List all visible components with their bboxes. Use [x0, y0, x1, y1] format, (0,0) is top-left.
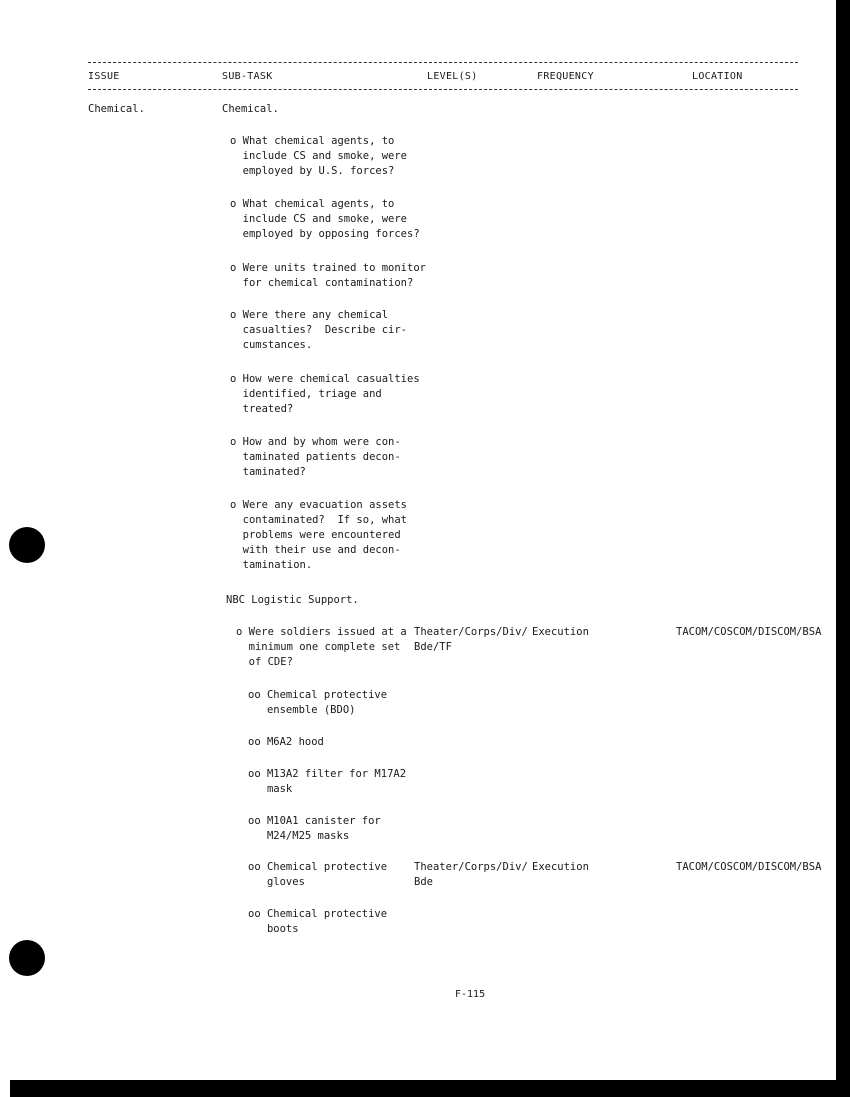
header-rule-bottom [88, 89, 798, 90]
subtask-subitem: oo M10A1 canister for M24/M25 masks [248, 815, 381, 842]
level-cell: Theater/Corps/Div/ Bde/TF [414, 626, 528, 653]
header-rule-top [88, 62, 798, 63]
scan-border-bottom [10, 1080, 850, 1097]
subtask-question: o What chemical agents, to include CS and smoke, were employed by opposing forces? [230, 198, 420, 240]
level-cell: Theater/Corps/Div/ Bde [414, 861, 528, 888]
punch-hole-lower [9, 940, 45, 976]
header-location: LOCATION [692, 71, 743, 82]
location-cell: TACOM/COSCOM/DISCOM/BSA [676, 861, 822, 873]
subtask-subitem: oo Chemical protective boots [248, 908, 388, 935]
section-title: NBC Logistic Support. [226, 594, 359, 606]
subtask-question: o Were soldiers issued at a minimum one complete set of CDE? [236, 626, 407, 668]
subtask-question: o How were chemical casualties identified, triage and treated? [230, 373, 420, 415]
subtask-question: o How and by whom were con- taminated patients decon- taminated? [230, 436, 401, 478]
header-levels: LEVEL(S) [427, 71, 478, 82]
subtask-question: o Were there any chemical casualties? Describe cir- cumstances. [230, 309, 408, 351]
frequency-cell: Execution [532, 861, 589, 873]
subtask-subitem: oo Chemical protective ensemble (BDO) [248, 689, 388, 716]
subtask-subitem: oo Chemical protective gloves [248, 861, 388, 888]
subtask-question: o Were any evacuation assets contaminated? If so, what problems were encountered with their use and decon- tamination. [230, 499, 408, 571]
issue-cell: Chemical. [88, 103, 145, 115]
punch-hole-upper [9, 527, 45, 563]
header-frequency: FREQUENCY [537, 71, 594, 82]
subtask-subitem: oo M13A2 filter for M17A2 mask [248, 768, 407, 795]
subtask-subitem: oo M6A2 hood [248, 736, 324, 748]
header-issue: ISSUE [88, 71, 120, 82]
scan-border-right [836, 0, 850, 1097]
section-title: Chemical. [222, 103, 279, 115]
location-cell: TACOM/COSCOM/DISCOM/BSA [676, 626, 822, 638]
frequency-cell: Execution [532, 626, 589, 638]
header-subtask: SUB-TASK [222, 71, 273, 82]
subtask-question: o What chemical agents, to include CS and smoke, were employed by U.S. forces? [230, 135, 408, 177]
subtask-question: o Were units trained to monitor for chemical contamination? [230, 262, 426, 289]
page-number: F-115 [455, 989, 486, 1000]
